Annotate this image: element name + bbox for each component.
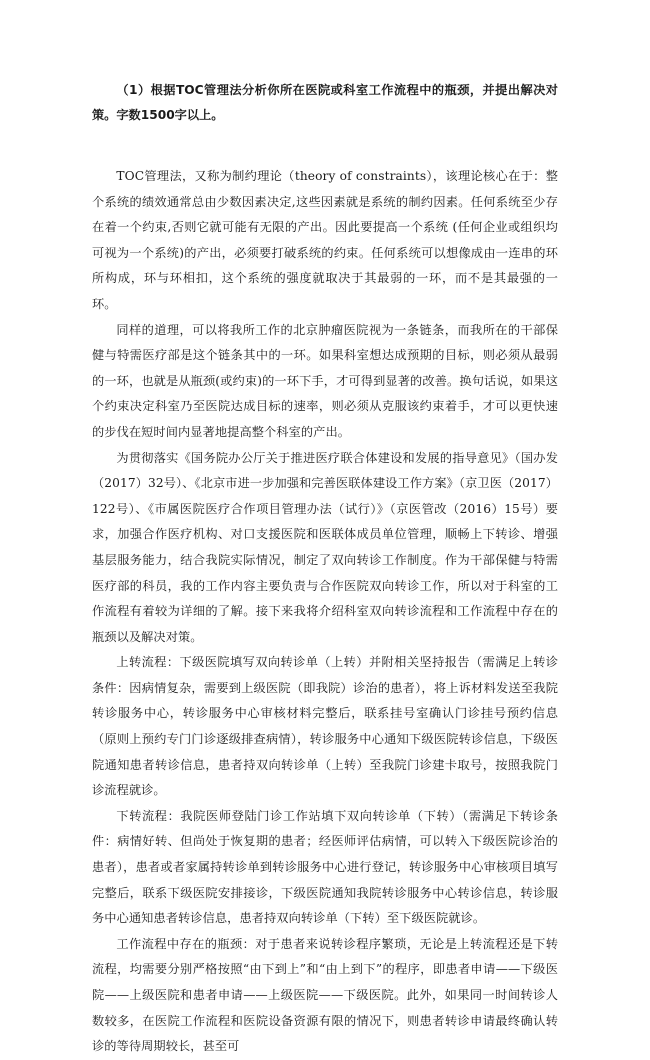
- paragraph-upward-referral: 上转流程：下级医院填写双向转诊单（上转）并附相关坚持报告（需满足上转诊条件：因病情复杂，需要到上级医院（即我院）诊治的患者），将上诉材料发送至我院转诊服务中心，转诊服务中心审核材料完整后，联系挂号室确认门诊挂号预约信息（原则上预约专门门诊逐级排查病情），转诊服务中心通知下级医院转诊信息，下级医院通知患者转诊信息，患者持双向转诊单（上转）至我院门诊建卡取号，按照我院门诊流程就诊。: [92, 655, 558, 798]
- paragraph-hospital-chain: 同样的道理，可以将我所工作的北京肿瘤医院视为一条链条，而我所在的干部保健与特需医疗部是这个链条其中的一环。如果科室想达成预期的目标，则必须从最弱的一环，也就是从瓶颈(或约束)的一环下手，才可得到显著的改善。换句话说，如果这个约束决定科室乃至医院达成目标的速率，则必须从克服该约束着手，才可以更快速的步伐在短时间内显著地提高整个科室的产出。: [92, 322, 558, 439]
- paragraph-toc-definition: TOC管理法，又称为制约理论（theory of constraints），该理论核心在于：整个系统的绩效通常总由少数因素决定,这些因素就是系统的制约因素。任何系统至少存在着一个约束,否则它就可能有无限的产出。因此要提高一个系统 (任何企业或组织均可视为一个系统)的产出，必须要打破系统的约束。任何系统可以想像成由一连串的环所构成，环与环相扣，这个系统的强度就取决于其最弱的一环，而不是其最强的一环。: [92, 169, 558, 311]
- paragraph-downward-referral: 下转流程：我院医师登陆门诊工作站填下双向转诊单（下转）（需满足下转诊条件：病情好转、但尚处于恢复期的患者；经医师评估病情，可以转入下级医院诊治的患者），患者或者家属持转诊单到转诊服务中心进行登记，转诊服务中心审核项目填写完整后，联系下级医院安排接诊，下级医院通知我院转诊服务中心转诊信息，转诊服务中心通知患者转诊信息，患者持双向转诊单（下转）至下级医院就诊。: [92, 808, 558, 926]
- question-heading: （1）根据TOC管理法分析你所在医院或科室工作流程中的瓶颈，并提出解决对策。字数1500字以上。: [92, 83, 558, 122]
- paragraph-bottleneck: 工作流程中存在的瓶颈：对于患者来说转诊程序繁琐，无论是上转流程还是下转流程，均需要分别严格按照“由下到上”和“由上到下”的程序，即患者申请——下级医院——上级医院和患者申请——上级医院——下级医院。此外，如果同一时间转诊人数较多，在医院工作流程和医院设备资源有限的情况下，则患者转诊申请最终确认转诊的等待周期较长，甚至可: [92, 936, 558, 1054]
- paragraph-policy-background: 为贯彻落实《国务院办公厅关于推进医疗联合体建设和发展的指导意见》（国办发（2017）32号）、《北京市进一步加强和完善医联体建设工作方案》（京卫医（2017）122号）、《市属医院医疗合作项目管理办法（试行）》（京医管改（2016）15号）要求，加强合作医疗机构、对口支援医院和医联体成员单位管理，顺畅上下转诊、增强基层服务能力，结合我院实际情况，制定了双向转诊工作制度。作为干部保健与特需医疗部的科员，我的工作内容主要负责与合作医院双向转诊工作，所以对于科室的工作流程有着较为详细的了解。接下来我将介绍科室双向转诊流程和工作流程中存在的瓶颈以及解决对策。: [92, 450, 558, 644]
